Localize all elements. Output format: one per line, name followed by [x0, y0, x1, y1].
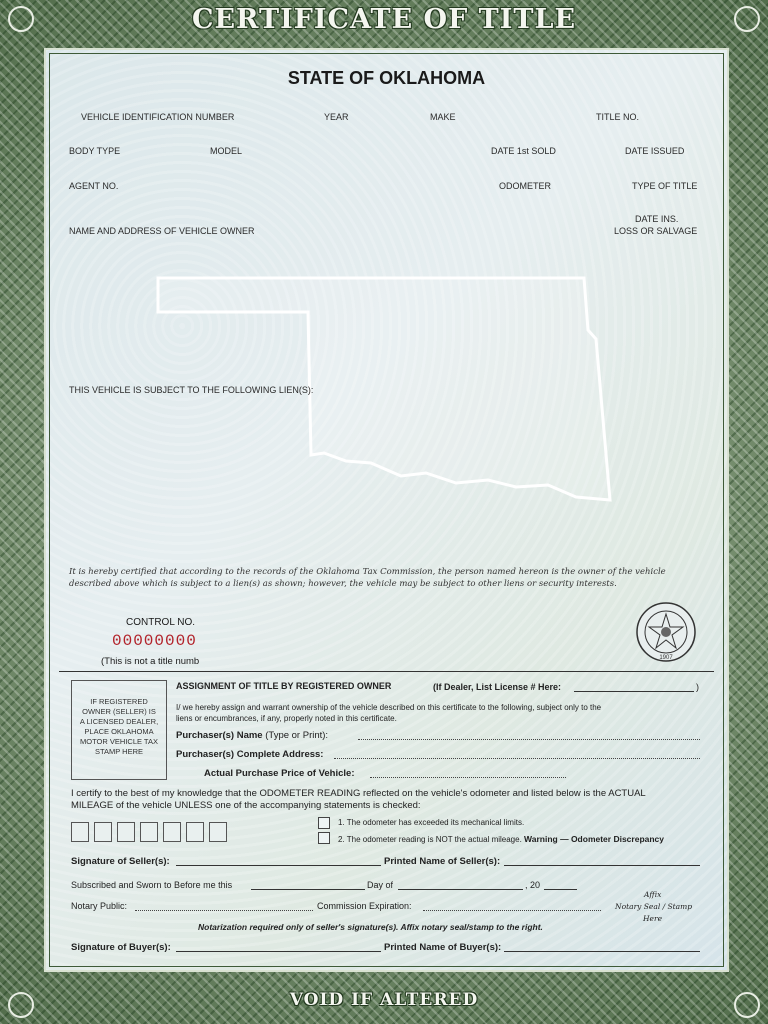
sworn-label: Subscribed and Sworn to Before me this: [71, 880, 233, 890]
seller-signature-label: Signature of Seller(s):: [71, 856, 170, 867]
owner-label: NAME AND ADDRESS OF VEHICLE OWNER: [69, 226, 255, 236]
odometer-digit-box[interactable]: [71, 822, 89, 842]
affix-here-label: Here: [643, 914, 663, 923]
sworn-year-field[interactable]: [544, 889, 577, 890]
seller-printed-name-field[interactable]: [504, 865, 700, 866]
purchase-price-field[interactable]: [370, 777, 566, 778]
odometer-cert-line-2: MILEAGE of the vehicle UNLESS one of the accompanying statements is checked:: [71, 800, 421, 811]
warranty-line-1: I/ we hereby assign and warrant ownership of the vehicle described on this certificate to the following, subject only to the: [176, 703, 602, 712]
control-no-label: CONTROL NO.: [126, 617, 196, 628]
control-number: 00000000: [112, 632, 197, 650]
agent-no-label: AGENT NO.: [69, 181, 119, 191]
dealer-license-close: ): [696, 682, 699, 692]
make-label: MAKE: [430, 112, 456, 122]
title-no-label: TITLE NO.: [596, 112, 640, 122]
model-label: MODEL: [210, 146, 243, 156]
assignment-heading: ASSIGNMENT OF TITLE BY REGISTERED OWNER: [176, 681, 392, 691]
affix-seal-label: Notary Seal / Stamp: [615, 902, 693, 911]
mechanical-limits-checkbox[interactable]: [318, 817, 330, 829]
odometer-digit-box[interactable]: [209, 822, 227, 842]
seller-printed-name-label: Printed Name of Seller(s):: [384, 856, 501, 867]
commission-expiration-label: Commission Expiration:: [317, 901, 412, 911]
affix-label: Affix: [644, 890, 662, 899]
state-title: STATE OF OKLAHOMA: [287, 68, 486, 88]
odometer-digit-box[interactable]: [94, 822, 112, 842]
day-of-label: Day of: [367, 880, 394, 890]
control-note: (This is not a title numb: [101, 656, 200, 667]
notary-public-label: Notary Public:: [71, 901, 128, 911]
purchaser-name-field[interactable]: [358, 739, 700, 740]
year-prefix-label: , 20: [525, 880, 541, 890]
odometer-cert-line-1: I certify to the best of my knowledge that the ODOMETER READING reflected on the vehicle's odometer and listed below is the ACTUAL: [71, 788, 646, 799]
seller-signature-field[interactable]: [176, 865, 381, 866]
odometer-digit-box[interactable]: [140, 822, 158, 842]
certificate-body: [44, 48, 729, 972]
buyer-signature-label: Signature of Buyer(s):: [71, 942, 171, 953]
loss-salvage-label: LOSS OR SALVAGE: [614, 226, 698, 236]
notarization-note: Notarization required only of seller's signature(s). Affix notary seal/stamp to the right.: [198, 922, 543, 932]
type-of-title-label: TYPE OF TITLE: [632, 181, 698, 191]
odometer-label: ODOMETER: [499, 181, 552, 191]
notary-public-field[interactable]: [135, 910, 313, 911]
date-issued-label: DATE ISSUED: [625, 146, 685, 156]
odometer-digit-box[interactable]: [186, 822, 204, 842]
odometer-digit-box[interactable]: [117, 822, 135, 842]
certification-statement: It is hereby certified that according to the records of the Oklahoma Tax Commission, the person named hereon is the owner of the vehicle described above which is subject to a lien(s) as shown; however, the vehicle may be subject to other liens or security interests.: [69, 567, 666, 589]
not-actual-mileage-checkbox[interactable]: [318, 832, 330, 844]
odometer-digit-box[interactable]: [163, 822, 181, 842]
seal-year: 1907: [659, 655, 673, 661]
purchaser-address-label: Purchaser(s) Complete Address:: [176, 749, 324, 760]
certificate-heading: CERTIFICATE OF TITLE: [191, 4, 577, 35]
state-seal-icon: [635, 601, 697, 663]
not-actual-mileage-label: 2. The odometer reading is NOT the actual mileage. Warning — Odometer Discrepancy: [338, 834, 665, 844]
warranty-line-2: liens or encumbrances, if any, properly noted in this certificate.: [176, 714, 397, 723]
purchase-price-label: Actual Purchase Price of Vehicle:: [204, 768, 355, 779]
corner-ornament-icon: [8, 6, 34, 32]
corner-ornament-icon: [8, 992, 34, 1018]
buyer-printed-name-label: Printed Name of Buyer(s):: [384, 942, 502, 953]
year-label: YEAR: [324, 112, 349, 122]
date-first-sold-label: DATE 1st SOLD: [491, 146, 556, 156]
commission-expiration-field[interactable]: [423, 910, 601, 911]
corner-ornament-icon: [734, 992, 760, 1018]
dealer-license-field[interactable]: [574, 691, 694, 692]
sworn-month-field[interactable]: [398, 889, 523, 890]
sworn-day-field[interactable]: [251, 889, 365, 890]
date-ins-label: DATE INS.: [635, 214, 679, 224]
corner-ornament-icon: [734, 6, 760, 32]
liens-label: THIS VEHICLE IS SUBJECT TO THE FOLLOWING LIEN(S):: [69, 385, 314, 395]
divider: [59, 671, 714, 672]
dealer-stamp-instructions: IF REGISTERED OWNER (SELLER) IS A LICENSED DEALER, PLACE OKLAHOMA MOTOR VEHICLE TAX STAMP HERE: [79, 697, 159, 756]
mechanical-limits-label: 1. The odometer has exceeded its mechanical limits.: [338, 818, 525, 827]
purchaser-name-label: Purchaser(s) Name (Type or Print):: [176, 730, 329, 741]
purchaser-address-field[interactable]: [334, 758, 700, 759]
vin-label: VEHICLE IDENTIFICATION NUMBER: [81, 112, 235, 122]
dealer-license-label: (If Dealer, List License # Here:: [433, 682, 562, 692]
void-if-altered-label: VOID IF ALTERED: [289, 990, 479, 1010]
dealer-stamp-box: [71, 680, 167, 780]
buyer-printed-name-field[interactable]: [504, 951, 700, 952]
body-type-label: BODY TYPE: [69, 146, 121, 156]
buyer-signature-field[interactable]: [176, 951, 381, 952]
